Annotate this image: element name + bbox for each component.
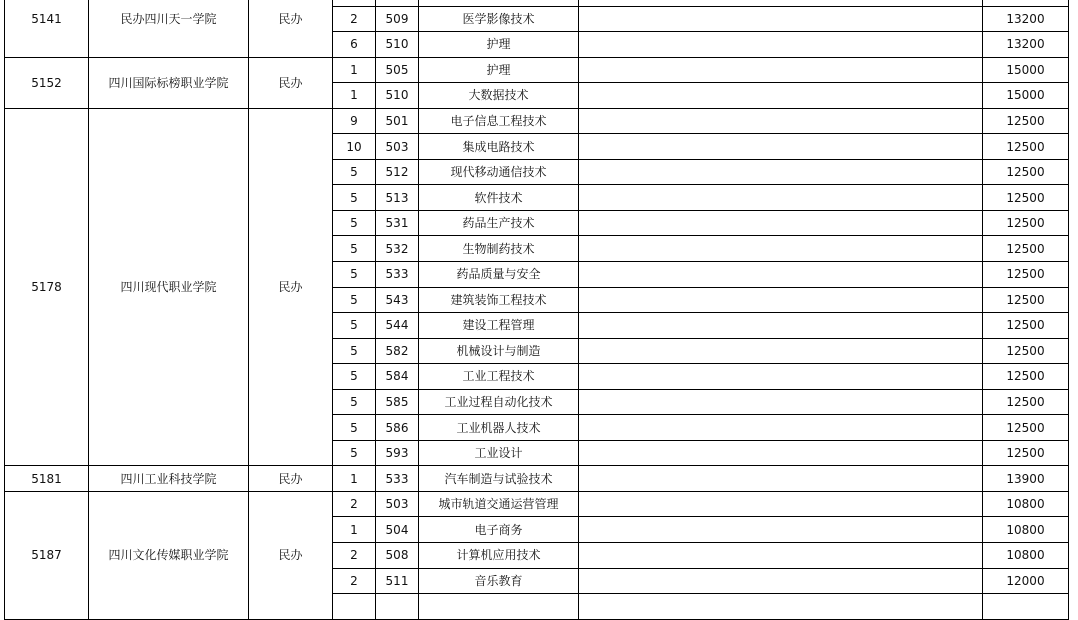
tuition-cell <box>983 594 1069 620</box>
plan-count-cell: 2 <box>333 6 376 32</box>
major-code-cell: 510 <box>376 83 419 109</box>
major-name-cell: 电子信息工程技术 <box>419 108 579 134</box>
remark-cell <box>579 83 983 109</box>
remark-cell <box>579 6 983 32</box>
plan-count-cell: 5 <box>333 287 376 313</box>
school-code-cell: 5181 <box>5 466 89 492</box>
major-code-cell: 544 <box>376 313 419 339</box>
major-name-cell: 城市轨道交通运营管理 <box>419 491 579 517</box>
major-name-cell: 工业过程自动化技术 <box>419 389 579 415</box>
school-type-cell: 民办 <box>249 0 333 57</box>
major-name-cell: 生物制药技术 <box>419 236 579 262</box>
plan-count-cell: 5 <box>333 440 376 466</box>
plan-count-cell: 10 <box>333 134 376 160</box>
tuition-cell: 12500 <box>983 440 1069 466</box>
admission-plan-table <box>4 0 1069 620</box>
major-name-cell: 护理 <box>419 32 579 58</box>
major-name-cell: 软件技术 <box>419 185 579 211</box>
school-type-cell: 民办 <box>249 491 333 619</box>
plan-count-cell: 1 <box>333 57 376 83</box>
major-name-cell: 集成电路技术 <box>419 134 579 160</box>
remark-cell <box>579 491 983 517</box>
plan-count-cell <box>333 594 376 620</box>
major-code-cell: 510 <box>376 32 419 58</box>
major-code-cell: 584 <box>376 364 419 390</box>
remark-cell <box>579 466 983 492</box>
tuition-cell: 12500 <box>983 364 1069 390</box>
major-code-cell: 503 <box>376 491 419 517</box>
major-code-cell: 513 <box>376 185 419 211</box>
remark-cell <box>579 440 983 466</box>
major-code-cell: 582 <box>376 338 419 364</box>
table-row <box>5 491 1069 517</box>
major-code-cell: 508 <box>376 543 419 569</box>
table-row <box>5 108 1069 134</box>
major-name-cell: 电子商务 <box>419 517 579 543</box>
remark-cell <box>579 262 983 288</box>
remark-cell <box>579 185 983 211</box>
remark-cell <box>579 108 983 134</box>
major-name-cell: 药品生产技术 <box>419 210 579 236</box>
plan-count-cell: 5 <box>333 159 376 185</box>
remark-cell <box>579 415 983 441</box>
major-code-cell: 543 <box>376 287 419 313</box>
remark-cell <box>579 287 983 313</box>
remark-cell <box>579 134 983 160</box>
plan-count-cell: 6 <box>333 32 376 58</box>
major-code-cell: 509 <box>376 6 419 32</box>
plan-count-cell: 2 <box>333 568 376 594</box>
plan-count-cell: 5 <box>333 389 376 415</box>
school-type-cell: 民办 <box>249 57 333 108</box>
major-code-cell: 593 <box>376 440 419 466</box>
tuition-cell: 12500 <box>983 389 1069 415</box>
tuition-cell: 12500 <box>983 108 1069 134</box>
plan-count-cell: 5 <box>333 415 376 441</box>
tuition-cell: 10800 <box>983 517 1069 543</box>
major-name-cell: 机械设计与制造 <box>419 338 579 364</box>
major-code-cell: 533 <box>376 466 419 492</box>
school-code-cell: 5178 <box>5 108 89 466</box>
plan-count-cell: 5 <box>333 236 376 262</box>
major-code-cell <box>376 594 419 620</box>
major-name-cell: 建筑装饰工程技术 <box>419 287 579 313</box>
plan-count-cell: 5 <box>333 262 376 288</box>
school-name-cell: 四川文化传媒职业学院 <box>89 491 249 619</box>
major-name-cell: 医学影像技术 <box>419 6 579 32</box>
remark-cell <box>579 543 983 569</box>
remark-cell <box>579 594 983 620</box>
major-name-cell: 工业工程技术 <box>419 364 579 390</box>
tuition-cell: 12000 <box>983 568 1069 594</box>
school-type-cell: 民办 <box>249 108 333 466</box>
tuition-cell: 12500 <box>983 185 1069 211</box>
tuition-cell: 12500 <box>983 415 1069 441</box>
major-name-cell: 计算机应用技术 <box>419 543 579 569</box>
tuition-cell: 12500 <box>983 313 1069 339</box>
plan-count-cell: 2 <box>333 543 376 569</box>
major-name-cell: 汽车制造与试验技术 <box>419 466 579 492</box>
major-name-cell <box>419 594 579 620</box>
table-body <box>5 0 1069 619</box>
major-name-cell: 建设工程管理 <box>419 313 579 339</box>
major-name-cell: 药品质量与安全 <box>419 262 579 288</box>
school-code-cell: 5141 <box>5 0 89 57</box>
tuition-cell: 10800 <box>983 543 1069 569</box>
school-code-cell: 5152 <box>5 57 89 108</box>
tuition-cell: 13200 <box>983 6 1069 32</box>
major-name-cell: 现代移动通信技术 <box>419 159 579 185</box>
major-code-cell: 533 <box>376 262 419 288</box>
school-name-cell: 民办四川天一学院 <box>89 0 249 57</box>
school-type-cell: 民办 <box>249 466 333 492</box>
remark-cell <box>579 159 983 185</box>
remark-cell <box>579 389 983 415</box>
major-code-cell: 585 <box>376 389 419 415</box>
plan-count-cell: 5 <box>333 313 376 339</box>
remark-cell <box>579 364 983 390</box>
table-row <box>5 466 1069 492</box>
plan-count-cell: 1 <box>333 517 376 543</box>
major-code-cell: 586 <box>376 415 419 441</box>
plan-count-cell: 5 <box>333 210 376 236</box>
school-code-cell: 5187 <box>5 491 89 619</box>
plan-count-cell: 2 <box>333 491 376 517</box>
plan-count-cell: 5 <box>333 185 376 211</box>
tuition-cell: 13200 <box>983 32 1069 58</box>
tuition-cell: 12500 <box>983 287 1069 313</box>
remark-cell <box>579 568 983 594</box>
tuition-cell: 13900 <box>983 466 1069 492</box>
major-code-cell: 512 <box>376 159 419 185</box>
tuition-cell: 12500 <box>983 134 1069 160</box>
plan-count-cell: 5 <box>333 338 376 364</box>
major-name-cell: 护理 <box>419 57 579 83</box>
remark-cell <box>579 57 983 83</box>
table-row <box>5 57 1069 83</box>
school-name-cell: 四川国际标榜职业学院 <box>89 57 249 108</box>
tuition-cell: 10800 <box>983 491 1069 517</box>
tuition-cell: 12500 <box>983 338 1069 364</box>
remark-cell <box>579 517 983 543</box>
plan-count-cell: 1 <box>333 466 376 492</box>
major-code-cell: 504 <box>376 517 419 543</box>
major-code-cell: 531 <box>376 210 419 236</box>
major-name-cell: 工业机器人技术 <box>419 415 579 441</box>
tuition-cell: 12500 <box>983 159 1069 185</box>
remark-cell <box>579 210 983 236</box>
school-name-cell: 四川工业科技学院 <box>89 466 249 492</box>
remark-cell <box>579 313 983 339</box>
tuition-cell: 15000 <box>983 83 1069 109</box>
major-code-cell: 511 <box>376 568 419 594</box>
remark-cell <box>579 32 983 58</box>
major-code-cell: 505 <box>376 57 419 83</box>
major-code-cell: 501 <box>376 108 419 134</box>
remark-cell <box>579 236 983 262</box>
tuition-cell: 12500 <box>983 262 1069 288</box>
major-code-cell: 503 <box>376 134 419 160</box>
tuition-cell: 12500 <box>983 210 1069 236</box>
plan-count-cell: 9 <box>333 108 376 134</box>
major-code-cell: 532 <box>376 236 419 262</box>
major-name-cell: 音乐教育 <box>419 568 579 594</box>
school-name-cell: 四川现代职业学院 <box>89 108 249 466</box>
plan-count-cell: 5 <box>333 364 376 390</box>
plan-count-cell: 1 <box>333 83 376 109</box>
tuition-cell: 15000 <box>983 57 1069 83</box>
tuition-cell: 12500 <box>983 236 1069 262</box>
major-name-cell: 大数据技术 <box>419 83 579 109</box>
major-name-cell: 工业设计 <box>419 440 579 466</box>
remark-cell <box>579 338 983 364</box>
